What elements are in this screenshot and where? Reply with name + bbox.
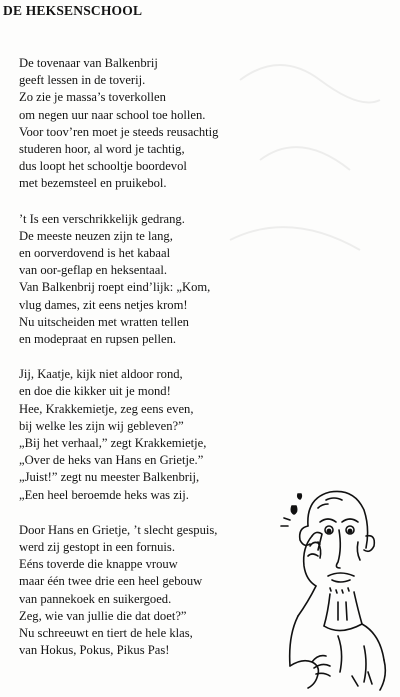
poem-line: dus loopt het schooltje boordevol (19, 159, 187, 174)
poem-line: en modepraat en rupsen pellen. (19, 332, 177, 347)
poem-line: geeft lessen in de toverij. (19, 73, 146, 88)
poem-line: De meeste neuzen zijn te lang, (19, 228, 173, 243)
poem-line: van oor-geflap en heksentaal. (19, 263, 168, 278)
poem-line: Van Balkenbrij roept eind’lijk: „Kom, (19, 280, 211, 295)
poem-line: vlug dames, zit eens netjes krom! (19, 297, 188, 312)
poem-line: maar één twee drie een heel gebouw (19, 574, 203, 589)
poem-line: Eéns toverde die knappe vrouw (19, 557, 178, 572)
stanza-1 (19, 55, 319, 193)
poem-line: „Bij het verhaal,” zegt Krakkemietje, (19, 436, 207, 451)
poem-line: Door Hans en Grietje, ’t slecht gespuis, (19, 522, 218, 537)
poem-line: Voor toov’ren moet je steeds reusachtig (19, 124, 219, 139)
poem-line: en oorverdovend is het kabaal (19, 246, 171, 261)
poem-line: Nu schreeuwt en tiert de hele klas, (19, 626, 193, 641)
poem-line: „Een heel beroemde heks was zij. (19, 487, 189, 502)
poem-line: Zo zie je massa’s toverkollen (19, 90, 166, 105)
poem-title: DE HEKSENSCHOOL (3, 3, 143, 18)
poem-line: om negen uur naar school toe hollen. (19, 107, 206, 122)
poem-line: en doe die kikker uit je mond! (19, 384, 171, 399)
poem-line: van pannekoek en suikergoed. (19, 591, 172, 606)
poem-line: werd zij gestopt in een fornuis. (19, 540, 175, 555)
poem-line: Jij, Kaatje, kijk niet aldoor rond, (19, 367, 183, 382)
poem-line: studeren hoor, al word je tachtig, (19, 142, 185, 157)
poem-line: met bezemsteel en pruikebol. (19, 176, 167, 191)
poem-line: „Juist!” zegt nu meester Balkenbrij, (19, 470, 200, 485)
poem-line: „Over de heks van Hans en Grietje.” (19, 453, 204, 468)
poem-line: De tovenaar van Balkenbrij (19, 56, 158, 70)
poem-line: van Hokus, Pokus, Pikus Pas! (19, 643, 170, 658)
stanza-2 (19, 211, 319, 349)
poem-line: Zeg, wie van jullie die dat doet?” (19, 608, 187, 623)
poem-line: Hee, Krakkemietje, zeg eens even, (19, 401, 194, 416)
poem-line: bij welke les zijn wij gebleven?” (19, 418, 184, 433)
worried-old-man-drawing-icon (268, 476, 398, 694)
poem-line: Nu uitscheiden met wratten tellen (19, 314, 189, 329)
poem-line: ’t Is een verschrikkelijk gedrang. (19, 211, 185, 226)
